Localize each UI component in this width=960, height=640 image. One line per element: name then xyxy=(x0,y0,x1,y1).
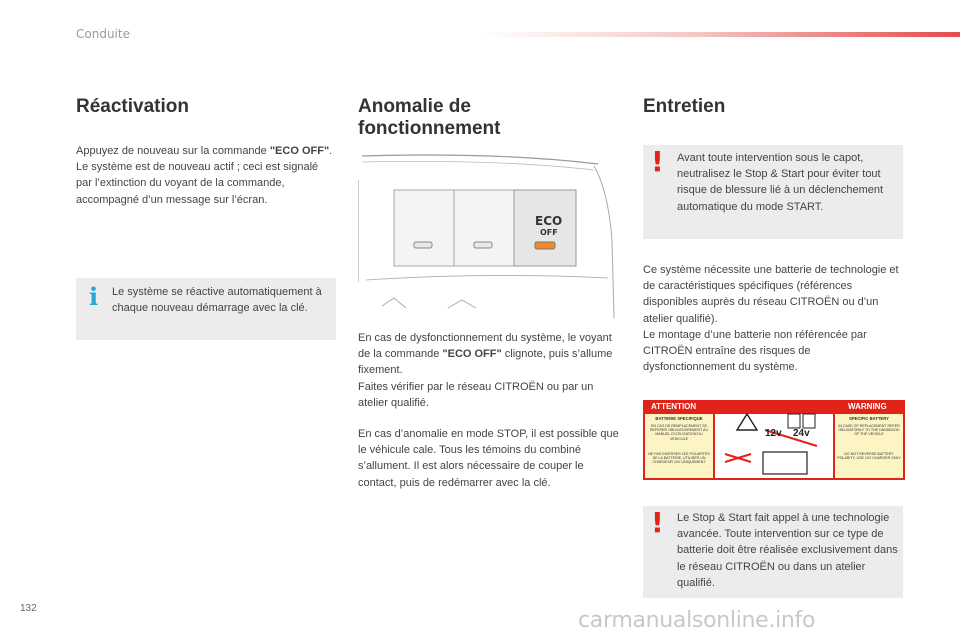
info-text: Le système se réactive automatiquement à chaque nouveau démarrage avec la clé. xyxy=(112,286,322,315)
off-label: OFF xyxy=(540,228,558,237)
entretien-paragraph-2: Le montage d’une batterie non référencée par CITROËN entraîne des risques de dysfonctionnement du système. xyxy=(643,328,867,374)
info-icon: i xyxy=(89,282,99,311)
battery-left-title: BATTERIE SPECIFIQUE xyxy=(655,416,703,421)
column-reactivation xyxy=(76,96,336,208)
entretien-paragraph-1: Ce système nécessite une batterie de technologie et de caractéristiques spécifiques (références disponibles auprès du réseau CITROËN ou d’un atelier qualifié). xyxy=(643,264,899,325)
eco-label: ECO xyxy=(535,214,563,228)
attention-label: ATTENTION xyxy=(651,402,697,411)
battery-warning-label xyxy=(643,400,905,480)
dashboard-switch-illustration xyxy=(358,150,618,320)
warning-2-text: Le Stop & Start fait appel à une technologie avancée. Toute intervention sur ce type de batterie doit être réalisée exclusivement dans le réseau CITROËN ou dans un atelier qualifié. xyxy=(677,512,898,589)
warning-label: WARNING xyxy=(848,402,887,411)
anomalie-p1-text: En cas de dysfonctionnement du système, le voyant de la commande xyxy=(358,332,612,361)
entretien-text xyxy=(643,262,905,375)
anomalie-title: Anomalie de fonctionnement xyxy=(358,96,501,139)
anomalie-paragraph-2: Faites vérifier par le réseau CITROËN ou par un atelier qualifié. xyxy=(358,380,594,409)
voltage-12v: 12v xyxy=(765,428,782,439)
battery-right-body: IN CASE OF REPLACEMENT REFER OBLIGATORILY TO THE HANDBOOK OF THE VEHICLE xyxy=(838,424,900,437)
section-label: Conduite xyxy=(76,27,130,41)
watermark: carmanualsonline.info xyxy=(578,608,816,633)
battery-left-body: EN CAS DE REMPLACEMENT SE REFERER OBLIGATOIREMENT AU MANUEL D'UTILISATION DU VEHICULE xyxy=(649,424,709,441)
reactivation-p1-end: . xyxy=(329,145,333,157)
entretien-title: Entretien xyxy=(643,96,726,117)
anomalie-paragraph-3: En cas d’anomalie en mode STOP, il est possible que le véhicule cale. Tous les témoins du combiné s’allument. Il est alors nécessaire de couper le contact, puis de redémarrer avec la clé. xyxy=(358,428,619,489)
warning-box-2 xyxy=(643,506,903,598)
header-gradient-bar xyxy=(480,32,960,37)
warning-box-1 xyxy=(643,145,903,239)
eco-off-command-2: "ECO OFF" xyxy=(442,348,502,361)
page-number: 132 xyxy=(20,603,37,614)
exclamation-icon-2: ! xyxy=(651,506,664,539)
column-entretien xyxy=(643,96,905,118)
eco-off-switch-figure xyxy=(358,150,618,320)
reactivation-paragraph-2: Le système est de nouveau actif ; ceci est signalé par l’extinction du voyant de la commande, accompagné d’un message sur l’écran. xyxy=(76,161,319,206)
reactivation-title: Réactivation xyxy=(76,96,189,117)
battery-left-body2: NE PAS INVERSER LES POLARITES DE LA BATTERIE, UTILISER UN CHARGEUR 12V UNIQUEMENT xyxy=(648,452,710,465)
info-box xyxy=(76,278,336,340)
column-anomalie xyxy=(358,96,620,140)
anomalie-p1-end: clignote, puis s’allume fixement. xyxy=(358,348,613,377)
exclamation-icon: ! xyxy=(651,145,664,178)
reactivation-p1-text: Appuyez de nouveau sur la commande xyxy=(76,145,270,157)
voltage-24v: 24v xyxy=(793,428,810,439)
eco-off-command: "ECO OFF" xyxy=(269,145,330,157)
warning-1-text: Avant toute intervention sous le capot, neutralisez le Stop & Start pour éviter tout risque de blessure lié à un déclenchement automatique du mode START. xyxy=(677,152,884,213)
battery-right-title: SPECIFIC BATTERY xyxy=(849,416,889,421)
anomalie-paragraph-1 xyxy=(358,330,620,379)
battery-right-body2: DO NOT REVERSE BATTERY POLARITY, USE 12V CHARGER ONLY xyxy=(837,452,901,461)
reactivation-paragraph-1 xyxy=(76,143,336,159)
anomalie-text xyxy=(358,330,620,491)
